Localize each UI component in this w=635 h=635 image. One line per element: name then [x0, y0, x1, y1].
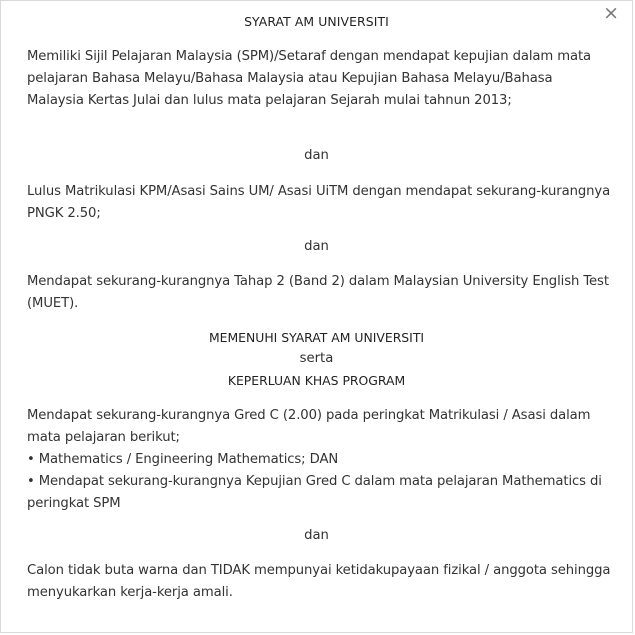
- requirement-muet: Mendapat sekurang-kurangnya Tahap 2 (Band 2) dalam Malaysian University English Test (MUET).: [27, 274, 609, 311]
- program-bullet-mathematics: • Mathematics / Engineering Mathematics; DAN: [27, 452, 339, 467]
- program-bullet-spm: • Mendapat sekurang-kurangnya Kepujian Gred C dalam mata pelajaran Mathematics di peringkat SPM: [27, 474, 602, 511]
- requirement-matrikulasi: Lulus Matrikulasi KPM/Asasi Sains UM/ Asasi UiTM dengan mendapat sekurang-kurangnya PNGK 2.50;: [27, 184, 611, 221]
- connector-dan-2: dan: [304, 239, 329, 254]
- heading-keperluan-khas: KEPERLUAN KHAS PROGRAM: [227, 373, 406, 388]
- close-icon[interactable]: ×: [603, 2, 619, 24]
- requirement-program: [27, 405, 613, 515]
- connector-dan-3: dan: [304, 528, 329, 543]
- modal-title: SYARAT AM UNIVERSITI: [244, 14, 389, 29]
- connector-dan-1: dan: [304, 148, 329, 163]
- heading-syarat-am: MEMENUHI SYARAT AM UNIVERSITI: [208, 330, 425, 345]
- heading-serta: serta: [299, 351, 334, 366]
- requirement-spm: Memiliki Sijil Pelajaran Malaysia (SPM)/Setaraf dengan mendapat kepujian dalam mata pelajaran Bahasa Melayu/Bahasa Malaysia atau Kepujian Bahasa Melayu/Bahasa Malaysia Kertas Julai dan lulus mata pelajaran Sejarah mulai tahnun 2013;: [27, 49, 592, 108]
- program-intro: Mendapat sekurang-kurangnya Gred C (2.00) pada peringkat Matrikulasi / Asasi dalam mata pelajaran berikut;: [27, 408, 591, 445]
- requirement-physical: Calon tidak buta warna dan TIDAK mempunyai ketidakupayaan fizikal / anggota sehingga menyukarkan kerja-kerja amali.: [27, 563, 611, 600]
